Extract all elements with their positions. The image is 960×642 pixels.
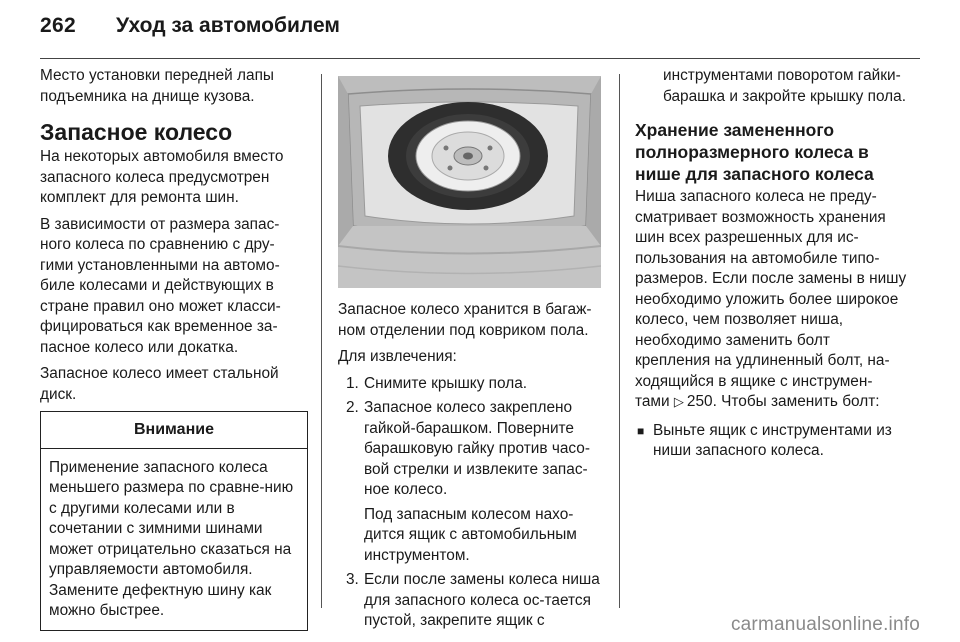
warning-body: Применение запасного колеса меньшего размера по сравне-нию с другими колесами или в сочетании с зимними шинами может отрицательно сказаться на управляемости автомобиля. Замените дефектную шину как можно быстрее. [49,458,294,619]
bullet-text: Выньте ящик с инструментами из ниши запасного колеса. [653,421,892,459]
paragraph: Запасное колесо имеет стальной диск. [40,365,279,403]
paragraph-text: Ниша запасного колеса не преду-сматривает возможность хранения шин всех разрешенных для ис-пользования на автомобиле типо-размеров. Если после замены в нишу необходимо уложить более широкое колесо, чем позволяет ниша, необходимо заменить болт крепления на удлиненный болт, на-ходящийся в ящике с инструмен-тами [635,188,907,410]
list-item [338,374,604,395]
step-text: Запасное колесо закреплено гайкой-барашком. Поверните барашковую гайку против часо-вой стрелки и извлеките запас-ное колесо. [364,399,590,498]
step-text: Если после замены колеса ниша для запасного колеса ос-тается пустой, закрепите ящик с [364,571,600,629]
step-number: 3. [346,571,359,588]
column-1 [40,66,308,631]
step-number: 2. [346,399,359,416]
step-number: 1. [346,374,359,392]
steps-intro: Для извлечения: [338,348,457,365]
header-rule [40,58,920,59]
column-2 [338,66,604,636]
spare-wheel-figure [338,76,601,288]
step-text: Снимите крышку пола. [364,374,528,392]
warning-box [40,411,308,631]
list-item [338,570,604,632]
spare-wheel-illustration [338,76,601,288]
step-note: Под запасным колесом нахо-дится ящик с автомобильным инструментом. [364,505,577,564]
paragraph-text: . Чтобы заменить болт: [712,393,880,410]
step-continuation [635,66,907,107]
paragraph: На некоторых автомобиля вместо запасного колеса предусмотрен комплект для ремонта шин. [40,148,284,206]
column-divider [321,74,322,608]
list-item [338,398,604,566]
section-title: Запасное колесо [40,119,233,145]
page-reference[interactable]: 250 [686,393,713,410]
steps-list [338,374,604,632]
paragraph [635,187,907,413]
list-item [635,421,907,462]
figure-caption: Запасное колесо хранится в багаж-ном отделении под ковриком пола. [338,301,592,339]
column-3 [635,66,907,462]
running-title: Уход за автомобилем [115,14,340,37]
column-divider [619,74,620,608]
watermark: carmanualsonline.info [730,614,920,635]
intro-paragraph: Место установки передней лапы подъемника на днище кузова. [40,67,274,105]
paragraph: В зависимости от размера запас-ного колеса по сравнению с дру-гими установленными на автомо-биле колесами и действующих в стране правил оно может класси-фицироваться как временное за-пасное колесо или докатка. [40,215,281,356]
page-header [40,14,340,46]
warning-title: Внимание [41,412,307,449]
triangle-right-icon: ▷ [673,394,684,409]
bullet-list [635,421,907,462]
page-number: 262 [40,14,76,37]
subsection-title: Хранение замененного полноразмерного колеса в нише для запасного колеса [635,120,874,184]
step-text-continued: инструментами поворотом гайки-барашка и закройте крышку пола. [663,67,906,105]
bullet-square-icon: ■ [637,423,645,438]
